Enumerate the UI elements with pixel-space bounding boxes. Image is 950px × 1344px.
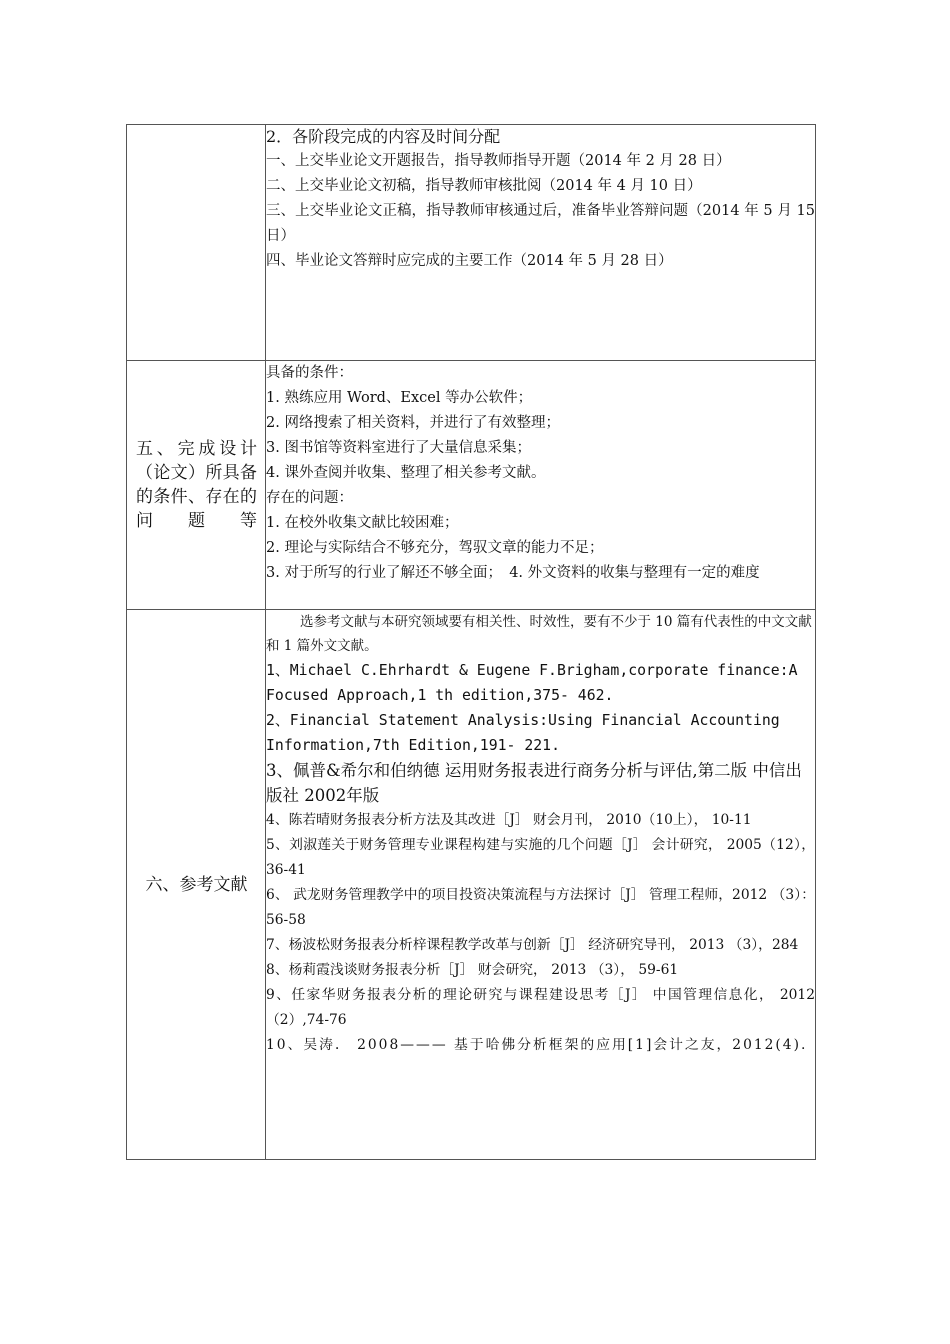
conditions-content-cell [266,361,816,610]
reference-item: 6、 武龙财务管理教学中的项目投资决策流程与方法探讨［J］ 管理工程师，2012 （3）： 56-58 [266,887,815,928]
reference-item: 4、陈若晴财务报表分析方法及其改进［J］ 财会月刊， 2010（10上）， 10-11 [266,812,752,828]
condition-item: 2. 网络搜索了相关资料，并进行了有效整理； [266,415,560,431]
condition-item: 1. 熟练应用 Word、Excel 等办公软件； [266,390,533,406]
schedule-item: 四、毕业论文答辩时应完成的主要工作（2014 年 5 月 28 日） [266,253,673,269]
references-content-cell [266,610,816,1160]
references-row [127,610,816,1160]
condition-item: 4. 课外查阅并收集、整理了相关参考文献。 [266,465,546,481]
problem-item: 1. 在校外收集文献比较困难； [266,515,459,531]
schedule-item: 二、上交毕业论文初稿，指导教师审核批阅（2014 年 4 月 10 日） [266,178,702,194]
problem-item: 3. 对于所写的行业了解还不够全面； 4. 外文资料的收集与整理有一定的难度 [266,565,760,581]
schedule-item: 三、上交毕业论文正稿，指导教师审核通过后，准备毕业答辩问题（2014 年 5 月 15 日） [266,203,815,244]
proposal-form-table [126,124,816,1160]
conditions-row [127,361,816,610]
reference-item: 5、刘淑莲关于财务管理专业课程构建与实施的几个问题［J］ 会计研究， 2005（12）， 36-41 [266,837,815,878]
references-label-cell [127,610,266,1160]
reference-item: 2、Financial Statement Analysis:Using Financial Accounting Information,7th Edition,191- 221. [266,712,780,754]
schedule-content-cell [266,125,816,361]
reference-item: 9、任家华财务报表分析的理论研究与课程建设思考［J］ 中国管理信息化， 2012（2）,74-76 [266,987,815,1028]
conditions-label: 五、完成设计（论文）所具备的条件、存在的问题等 [136,439,257,531]
problem-item: 2. 理论与实际结合不够充分，驾驭文章的能力不足； [266,540,604,556]
references-label: 六、参考文献 [145,874,248,895]
problems-title: 存在的问题： [266,490,353,506]
condition-item: 3. 图书馆等资料室进行了大量信息采集； [266,440,531,456]
reference-item: 8、杨莉霞浅谈财务报表分析［J］ 财会研究， 2013 （3）， 59-61 [266,962,679,978]
schedule-item: 一、上交毕业论文开题报告，指导教师指导开题（2014 年 2 月 28 日） [266,153,731,169]
reference-item: 10、吴涛． 2008——— 基于哈佛分析框架的应用[1]会计之友，2012(4). [266,1037,808,1053]
schedule-label-cell [127,125,266,361]
reference-item: 7、杨波松财务报表分析梓课程教学改革与创新［J］ 经济研究导刊， 2013 （3），284 [266,937,799,953]
conditions-title: 具备的条件： [266,365,353,381]
schedule-row [127,125,816,361]
conditions-label-cell [127,361,266,610]
schedule-heading: 2．各阶段完成的内容及时间分配 [266,127,501,146]
references-intro: 选参考文献与本研究领域要有相关性、时效性，要有不少于 10 篇有代表性的中文文献和 1 篇外文文献。 [266,614,812,654]
reference-item: 3、佩普&希尔和伯纳德 运用财务报表进行商务分析与评估,第二版 中信出版社 2002年版 [266,761,802,805]
reference-item: 1、Michael C.Ehrhardt & Eugene F.Brigham,corporate finance:A Focused Approach,1 th edition,375- 462. [266,662,798,704]
